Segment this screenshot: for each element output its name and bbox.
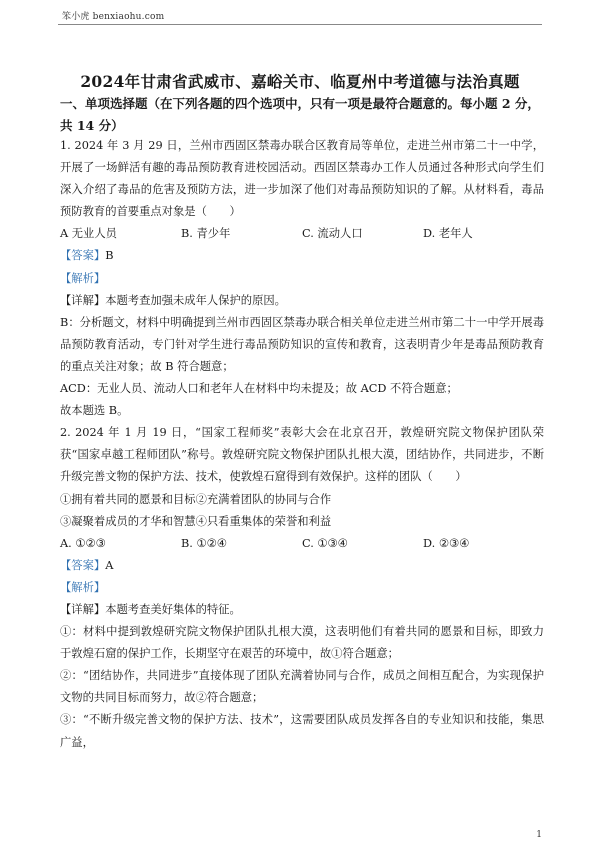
q2-option-b: B. ①②④ <box>181 536 227 550</box>
q1-answer-tag: 【答案】 <box>60 249 106 263</box>
q1-explanation-3: 故本题选 B。 <box>60 404 129 418</box>
q2-detail-text: 本题考查美好集体的特征。 <box>105 602 241 616</box>
page-title: 2024年甘肃省武威市、嘉峪关市、临夏州中考道德与法治真题 <box>80 72 520 91</box>
page-number: 1 <box>536 830 542 840</box>
q2-explanation-3: ③：“不断升级完善文物的保护方法、技术”，这需要团队成员发挥各自的专业知识和技能，集思广益， <box>60 713 544 749</box>
document-body <box>60 135 544 754</box>
q2-answer-value: A <box>105 558 114 572</box>
q1-analysis <box>60 268 544 290</box>
q1-stem: 1. 2024 年 3 月 29 日，兰州市西固区禁毒办联合区教育局等单位，走进兰州市第二十一中学，开展了一场鲜活有趣的毒品预防教育进校园活动。西固区禁毒办工作人员通过各种形式向学生们深入介绍了毒品的危害及预防方法，进一步加深了他们对毒品预防知识的了解。从材料看，毒品预防教育的首要重点对象是（ ） <box>60 139 544 219</box>
q2-options <box>60 533 544 555</box>
q2-explanation-1: ①：材料中提到敦煌研究院文物保护团队扎根大漠，这表明他们有着共同的愿景和目标，即致力于敦煌石窟的保护工作，长期坚守在艰苦的环境中，故①符合题意； <box>60 625 544 661</box>
q2-detail-tag: 【详解】 <box>60 602 106 616</box>
q1-explanation-2: ACD：无业人员、流动人口和老年人在材料中均未提及；故 ACD 不符合题意； <box>60 382 458 396</box>
q2-option-a: A. ①②③ <box>60 536 106 550</box>
q2-detail <box>60 599 544 621</box>
q2-answer <box>60 555 544 577</box>
q1-option-c: C. 流动人口 <box>302 227 363 241</box>
q1-detail-text: 本题考查加强未成年人保护的原因。 <box>105 293 286 307</box>
q2-analysis-tag: 【解析】 <box>60 580 106 594</box>
q2-explanation-2: ②：“团结协作，共同进步”直接体现了团队充满着协同与合作，成员之间相互配合，为实现保护文物的共同目标而努力，故②符合题意； <box>60 669 544 705</box>
q1-options <box>60 223 544 245</box>
q1-answer-value: B <box>105 249 114 263</box>
q1-analysis-tag: 【解析】 <box>60 271 106 285</box>
q1-option-d: D. 老年人 <box>423 227 473 241</box>
q1-option-a: A 无业人员 <box>60 227 117 241</box>
q2-statements-1: ①拥有着共同的愿景和目标②充满着团队的协同与合作 <box>60 492 332 506</box>
header-divider <box>58 24 542 25</box>
q1-explanation-1: B：分析题文，材料中明确提到兰州市西固区禁毒办联合相关单位走进兰州市第二十一中学开展毒品预防教育活动，专门针对学生进行毒品预防知识的宣传和教育，这表明青少年是毒品预防教育的重点关注对象；故 B 符合题意； <box>60 315 544 373</box>
q1-answer <box>60 245 544 267</box>
q2-answer-tag: 【答案】 <box>60 558 106 572</box>
q2-statements-2: ③凝聚着成员的才华和智慧④只看重集体的荣誉和利益 <box>60 514 332 528</box>
q1-option-b: B. 青少年 <box>181 227 231 241</box>
section-heading: 一、单项选择题（在下列各题的四个选项中，只有一项是最符合题意的。每小题 2 分，共 14 分） <box>60 96 540 133</box>
q2-option-c: C. ①③④ <box>302 536 348 550</box>
q2-stem: 2. 2024 年 1 月 19 日，“国家工程师奖”表彰大会在北京召开，敦煌研究院文物保护团队荣获“国家卓越工程师团队”称号。敦煌研究院文物保护团队扎根大漠，团结协作，共同进步，不断升级完善文物的保护方法、技术，使敦煌石窟得到有效保护。这样的团队（ ） <box>60 426 544 484</box>
q1-detail <box>60 290 544 312</box>
q1-detail-tag: 【详解】 <box>60 293 106 307</box>
header-site: 笨小虎 benxiaohu.com <box>62 12 165 22</box>
q2-option-d: D. ②③④ <box>423 536 470 550</box>
q2-analysis <box>60 577 544 599</box>
